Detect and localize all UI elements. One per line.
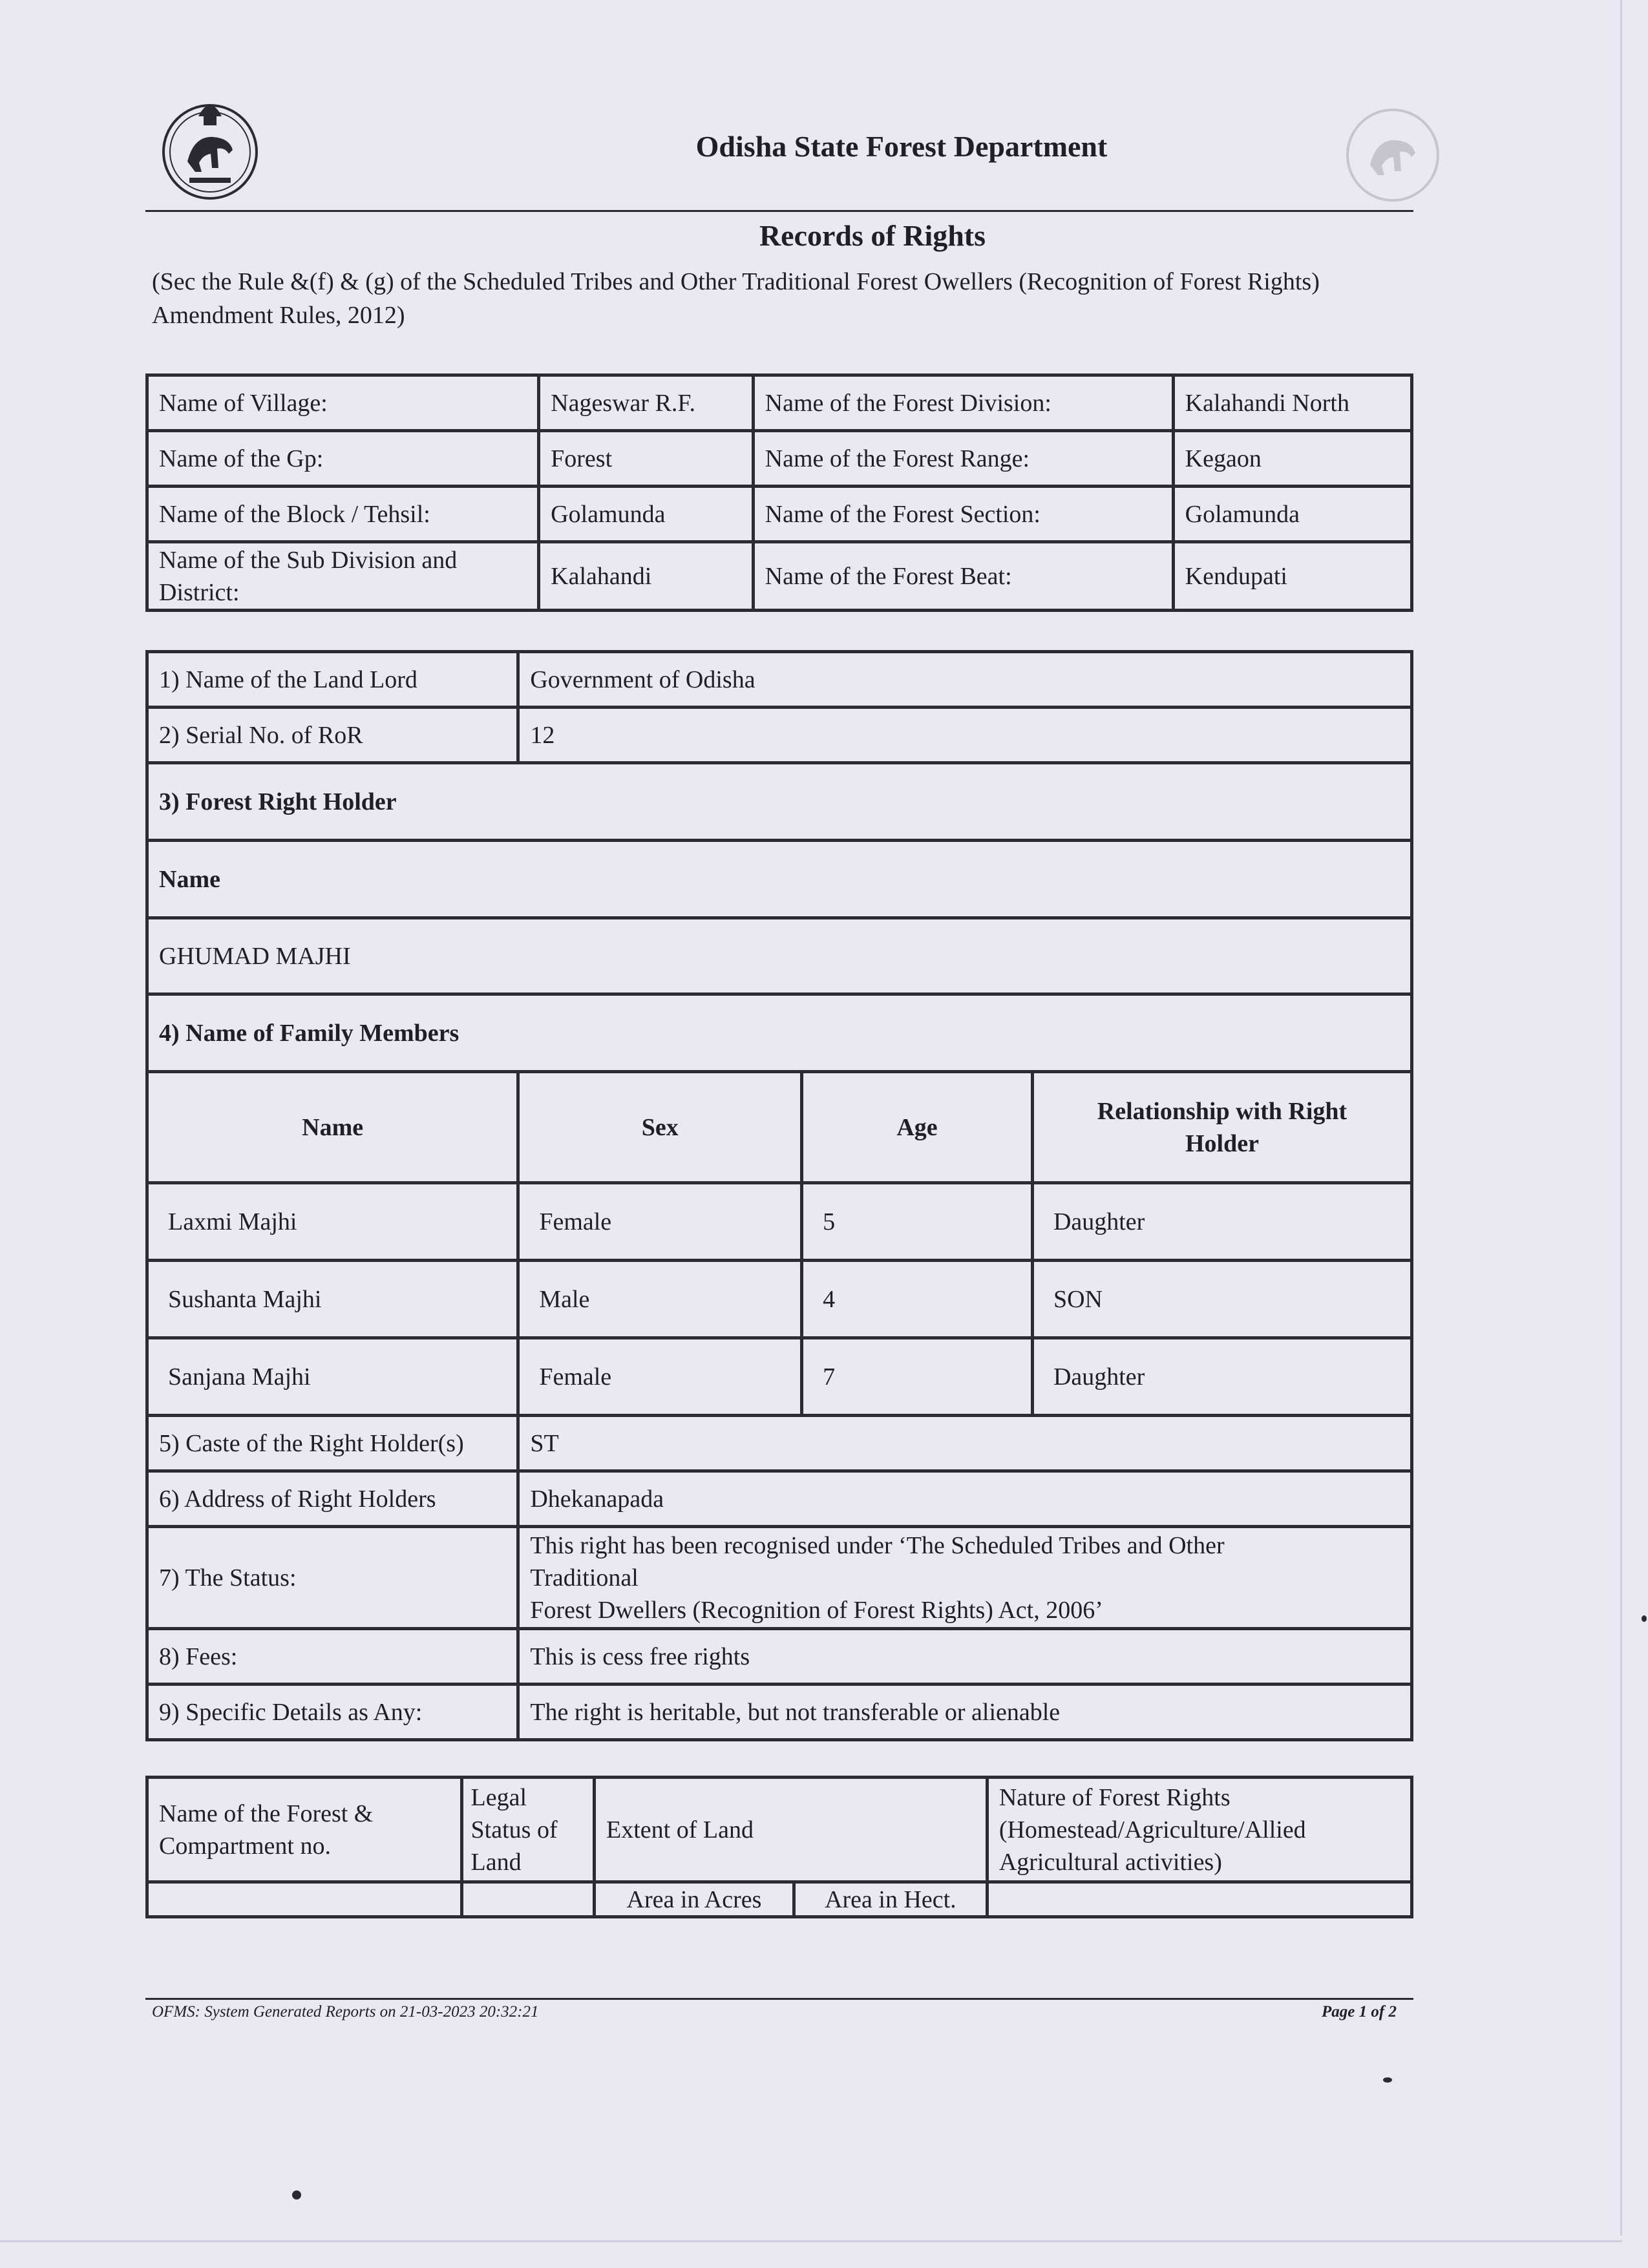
- caste-value: ST: [518, 1416, 1412, 1471]
- family-col-sex: Sex: [518, 1072, 802, 1183]
- member-name: Sanjana Majhi: [147, 1338, 518, 1416]
- department-title: Odisha State Forest Department: [695, 130, 1108, 163]
- table-row: [147, 1183, 1412, 1261]
- forest-range-value: Kegaon: [1173, 431, 1411, 487]
- forest-beat-value: Kendupati: [1173, 542, 1411, 611]
- table-row: [147, 708, 1412, 763]
- location-table: [145, 373, 1413, 612]
- footer-rule: [145, 1998, 1413, 2000]
- status-label: 7) The Status:: [147, 1527, 518, 1629]
- table-row: [147, 652, 1412, 708]
- forest-division-value: Kalahandi North: [1173, 375, 1411, 431]
- page-edge: [1620, 0, 1622, 2236]
- table-row: [147, 375, 1412, 431]
- family-col-name: Name: [147, 1072, 518, 1183]
- block-value: Golamunda: [539, 487, 754, 542]
- details-label: 9) Specific Details as Any:: [147, 1685, 518, 1740]
- holder-name-label: Name: [147, 841, 1412, 918]
- table-row: [147, 763, 1412, 841]
- caste-label: 5) Caste of the Right Holder(s): [147, 1416, 518, 1471]
- gp-value: Forest: [539, 431, 754, 487]
- nature-header: Nature of Forest Rights (Homestead/Agriculture/Allied Agricultural activities): [987, 1778, 1411, 1882]
- gp-label: Name of the Gp:: [147, 431, 539, 487]
- forest-division-label: Name of the Forest Division:: [753, 375, 1173, 431]
- table-row: [147, 1471, 1412, 1527]
- table-row: [147, 1778, 1412, 1882]
- legal-status-header: Legal Status of Land: [461, 1778, 594, 1882]
- table-row: [147, 431, 1412, 487]
- land-table: [145, 1776, 1413, 1918]
- forest-compartment-header: Name of the Forest & Compartment no.: [147, 1778, 462, 1882]
- page-number: Page 1 of 2: [1322, 2003, 1397, 2021]
- table-row: [147, 994, 1412, 1072]
- table-row: [147, 1685, 1412, 1740]
- header-rule: [145, 210, 1413, 212]
- member-age: 5: [802, 1183, 1033, 1261]
- land-lord-label: 1) Name of the Land Lord: [147, 652, 518, 708]
- document-title: Records of Rights: [759, 219, 986, 252]
- family-header-row: [147, 1072, 1412, 1183]
- details-value: The right is heritable, but not transferable or alienable: [518, 1685, 1412, 1740]
- family-col-age: Age: [802, 1072, 1033, 1183]
- status-line-2: Traditional: [530, 1564, 639, 1591]
- record-table: [145, 650, 1413, 1741]
- status-value: [518, 1527, 1412, 1629]
- village-value: Nageswar R.F.: [539, 375, 754, 431]
- member-relationship: Daughter: [1032, 1183, 1411, 1261]
- address-label: 6) Address of Right Holders: [147, 1471, 518, 1527]
- forest-range-label: Name of the Forest Range:: [753, 431, 1173, 487]
- forest-section-label: Name of the Forest Section:: [753, 487, 1173, 542]
- table-row: [147, 1882, 1412, 1917]
- area-acres-header: Area in Acres: [595, 1882, 794, 1917]
- family-col-relationship: Relationship with Right Holder: [1032, 1072, 1411, 1183]
- family-heading: 4) Name of Family Members: [147, 994, 1412, 1072]
- table-row: [147, 1261, 1412, 1338]
- table-row: [147, 1527, 1412, 1629]
- ink-speck: [1383, 2077, 1392, 2083]
- member-sex: Female: [518, 1338, 802, 1416]
- legal-status-cell: [461, 1882, 594, 1917]
- holder-heading: 3) Forest Right Holder: [147, 763, 1412, 841]
- member-age: 7: [802, 1338, 1033, 1416]
- status-line-1: This right has been recognised under ‘The Scheduled Tribes and Other: [530, 1531, 1225, 1559]
- holder-name: GHUMAD MAJHI: [147, 918, 1412, 994]
- address-value: Dhekanapada: [518, 1471, 1412, 1527]
- table-row: [147, 542, 1412, 611]
- member-age: 4: [802, 1261, 1033, 1338]
- village-label: Name of Village:: [147, 375, 539, 431]
- land-lord-value: Government of Odisha: [518, 652, 1412, 708]
- forest-beat-label: Name of the Forest Beat:: [753, 542, 1173, 611]
- member-relationship: Daughter: [1032, 1338, 1411, 1416]
- table-row: [147, 841, 1412, 918]
- member-sex: Female: [518, 1183, 802, 1261]
- table-row: [147, 1416, 1412, 1471]
- table-row: [147, 1629, 1412, 1685]
- forest-compartment-cell: [147, 1882, 462, 1917]
- member-name: Laxmi Majhi: [147, 1183, 518, 1261]
- fees-label: 8) Fees:: [147, 1629, 518, 1685]
- table-row: [147, 918, 1412, 994]
- subdivision-label: Name of the Sub Division and District:: [147, 542, 539, 611]
- area-hect-header: Area in Hect.: [794, 1882, 987, 1917]
- page-bottom-edge: [0, 2240, 1622, 2242]
- extent-header: Extent of Land: [595, 1778, 988, 1882]
- table-row: [147, 1338, 1412, 1416]
- fees-value: This is cess free rights: [518, 1629, 1412, 1685]
- table-row: [147, 487, 1412, 542]
- rule-reference: (Sec the Rule &(f) & (g) of the Scheduled Tribes and Other Traditional Forest Owellers (Recognition of Forest Rights) Amendment Rules, 2012): [152, 268, 1320, 329]
- member-name: Sushanta Majhi: [147, 1261, 518, 1338]
- ink-speck: [1642, 1615, 1647, 1622]
- member-sex: Male: [518, 1261, 802, 1338]
- forest-section-value: Golamunda: [1173, 487, 1411, 542]
- status-line-3: Forest Dwellers (Recognition of Forest Rights) Act, 2006’: [530, 1596, 1103, 1624]
- nature-cell: [987, 1882, 1411, 1917]
- subdivision-value: Kalahandi: [539, 542, 754, 611]
- member-relationship: SON: [1032, 1261, 1411, 1338]
- block-label: Name of the Block / Tehsil:: [147, 487, 539, 542]
- serial-label: 2) Serial No. of RoR: [147, 708, 518, 763]
- generated-timestamp: OFMS: System Generated Reports on 21-03-2023 20:32:21: [152, 2003, 539, 2021]
- ink-speck: [292, 2190, 301, 2200]
- serial-value: 12: [518, 708, 1412, 763]
